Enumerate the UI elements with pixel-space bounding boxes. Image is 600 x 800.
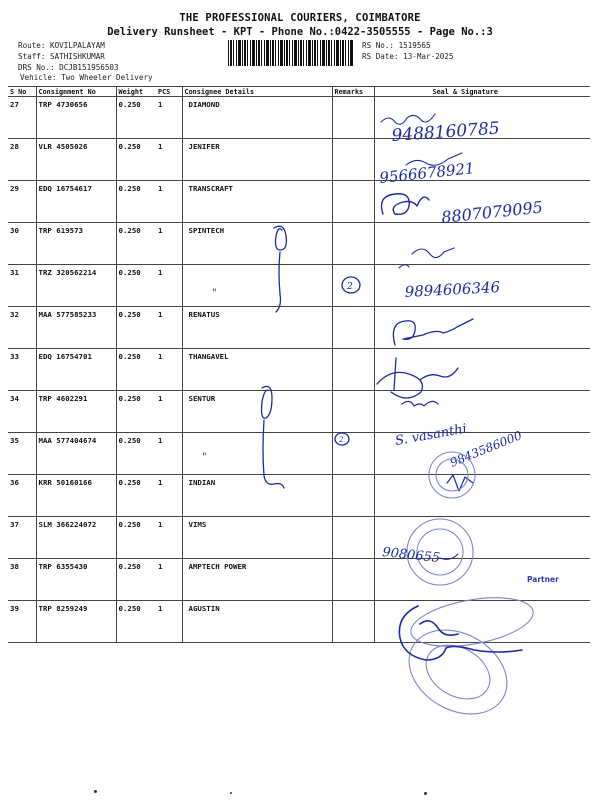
weight-value: 0.250 xyxy=(116,475,156,517)
remarks-cell xyxy=(332,223,374,265)
weight-value: 0.250 xyxy=(116,601,156,643)
weight-value: 0.250 xyxy=(116,181,156,223)
serial-number: 32 xyxy=(8,307,36,349)
serial-number: 38 xyxy=(8,559,36,601)
weight-value: 0.250 xyxy=(116,265,156,307)
runsheet-table xyxy=(8,86,590,643)
remarks-cell xyxy=(332,307,374,349)
seal-signature-cell xyxy=(374,139,590,181)
consignment-number: VLR 4505026 xyxy=(36,139,116,181)
col-signature: Seal & Signature xyxy=(374,87,590,97)
phone-handwritten-4: 9894606346 xyxy=(404,278,501,301)
staff-label: Staff: SATHISHKUMAR xyxy=(18,52,105,61)
consignee-name: VIMS xyxy=(182,517,332,559)
consignment-number: TRP 4730656 xyxy=(36,97,116,139)
consignee-name: DIAMOND xyxy=(182,97,332,139)
consignee-name: RENATUS xyxy=(182,307,332,349)
consignment-number: TRP 6355430 xyxy=(36,559,116,601)
remarks-cell xyxy=(332,349,374,391)
table-row xyxy=(8,433,590,475)
pcs-count: 1 xyxy=(156,391,182,433)
phone-handwritten-2: 9566678921 xyxy=(378,159,476,187)
table-row xyxy=(8,349,590,391)
consignee-name: JENIFER xyxy=(182,139,332,181)
serial-number: 28 xyxy=(8,139,36,181)
consignment-number: MAA 577404674 xyxy=(36,433,116,475)
table-header-row xyxy=(8,87,590,97)
col-consignment: Consignment No xyxy=(36,87,116,97)
consignment-number: KRR 50160166 xyxy=(36,475,116,517)
table-row xyxy=(8,265,590,307)
phone-handwritten-3: 8807079095 xyxy=(440,197,544,227)
ditto-mark-31: " xyxy=(212,288,217,299)
table-row xyxy=(8,559,590,601)
rs-number: RS No.: 1519565 xyxy=(362,41,431,50)
serial-number: 33 xyxy=(8,349,36,391)
consignment-number: EDQ 16754617 xyxy=(36,181,116,223)
seal-signature-cell xyxy=(374,307,590,349)
pcs-count: 1 xyxy=(156,433,182,475)
seal-signature-cell xyxy=(374,223,590,265)
consignment-number: TRP 8259249 xyxy=(36,601,116,643)
remarks-cell xyxy=(332,475,374,517)
consignment-number: TRP 619573 xyxy=(36,223,116,265)
weight-value: 0.250 xyxy=(116,223,156,265)
remarks-cell xyxy=(332,181,374,223)
table-row xyxy=(8,475,590,517)
consignee-name: TRANSCRAFT xyxy=(182,181,332,223)
pcs-count: 1 xyxy=(156,349,182,391)
phone-handwritten-5: 9843586000 xyxy=(447,428,524,470)
pcs-count: 1 xyxy=(156,223,182,265)
phone-handwritten-1: 9488160785 xyxy=(390,118,501,146)
consignment-number: EDQ 16754701 xyxy=(36,349,116,391)
consignment-number: TRZ 320562214 xyxy=(36,265,116,307)
route-label: Route: KOVILPALAYAM xyxy=(18,41,105,50)
table-row xyxy=(8,223,590,265)
pcs-count: 1 xyxy=(156,265,182,307)
drs-number: DRS No.: DCJB151956503 xyxy=(18,63,119,72)
rs-date: RS Date: 13-Mar-2025 xyxy=(362,52,454,61)
seal-signature-cell xyxy=(374,181,590,223)
barcode-image xyxy=(228,40,354,66)
consignee-name: INDIAN xyxy=(182,475,332,517)
remarks-cell xyxy=(332,601,374,643)
consignment-number: TRP 4602291 xyxy=(36,391,116,433)
seal-signature-cell xyxy=(374,97,590,139)
col-pcs: PCS xyxy=(156,87,182,97)
serial-number: 36 xyxy=(8,475,36,517)
serial-number: 31 xyxy=(8,265,36,307)
remarks-cell xyxy=(332,391,374,433)
consignee-name: SPINTECH xyxy=(182,223,332,265)
serial-number: 34 xyxy=(8,391,36,433)
seal-signature-cell xyxy=(374,433,590,475)
pcs-count: 1 xyxy=(156,139,182,181)
serial-number: 27 xyxy=(8,97,36,139)
pcs-count: 1 xyxy=(156,475,182,517)
pcs-count: 1 xyxy=(156,307,182,349)
table-row xyxy=(8,97,590,139)
col-sno: S No xyxy=(8,87,36,97)
serial-number: 30 xyxy=(8,223,36,265)
remarks-cell xyxy=(332,139,374,181)
runsheet-subtitle: Delivery Runsheet - KPT - Phone No.:0422-3505555 - Page No.:3 xyxy=(107,26,493,38)
col-consignee: Consignee Details xyxy=(182,87,332,97)
consignee-name xyxy=(182,265,332,307)
remarks-cell xyxy=(332,559,374,601)
col-weight: Weight xyxy=(116,87,156,97)
weight-value: 0.250 xyxy=(116,433,156,475)
table-row xyxy=(8,307,590,349)
seal-signature-cell xyxy=(374,601,590,643)
col-remarks: Remarks xyxy=(332,87,374,97)
ditto-mark-35: " xyxy=(202,452,207,463)
consignment-number: SLM 366224072 xyxy=(36,517,116,559)
table-row xyxy=(8,391,590,433)
weight-value: 0.250 xyxy=(116,559,156,601)
seal-signature-cell xyxy=(374,517,590,559)
signature-vasanthi: S. vasanthi xyxy=(394,421,468,449)
seal-signature-cell xyxy=(374,391,590,433)
weight-value: 0.250 xyxy=(116,349,156,391)
pcs-count: 1 xyxy=(156,97,182,139)
pcs-count: 1 xyxy=(156,181,182,223)
pcs-count: 1 xyxy=(156,517,182,559)
consignee-name xyxy=(182,433,332,475)
remarks-cell xyxy=(332,265,374,307)
serial-number: 29 xyxy=(8,181,36,223)
weight-value: 0.250 xyxy=(116,391,156,433)
remark-number-1: 2 xyxy=(347,282,353,292)
consignee-name: AGUSTIN xyxy=(182,601,332,643)
serial-number: 37 xyxy=(8,517,36,559)
seal-signature-cell xyxy=(374,265,590,307)
company-title: THE PROFESSIONAL COURIERS, COIMBATORE xyxy=(179,12,421,24)
partner-stamp-label: Partner xyxy=(527,575,559,584)
scan-speck xyxy=(230,792,232,794)
scan-speck xyxy=(94,790,97,793)
table-row xyxy=(8,601,590,643)
remarks-cell xyxy=(332,433,374,475)
seal-signature-cell xyxy=(374,349,590,391)
vehicle-label: Vehicle: Two Wheeler Delivery xyxy=(20,73,153,82)
remarks-cell xyxy=(332,97,374,139)
remarks-cell xyxy=(332,517,374,559)
pcs-count: 1 xyxy=(156,601,182,643)
seal-signature-cell xyxy=(374,475,590,517)
weight-value: 0.250 xyxy=(116,517,156,559)
table-row xyxy=(8,181,590,223)
consignment-number: MAA 577585233 xyxy=(36,307,116,349)
phone-handwritten-6: 9080655 xyxy=(381,545,441,567)
weight-value: 0.250 xyxy=(116,307,156,349)
weight-value: 0.250 xyxy=(116,139,156,181)
consignee-name: THANGAVEL xyxy=(182,349,332,391)
remark-number-2: 2 xyxy=(339,436,344,444)
weight-value: 0.250 xyxy=(116,97,156,139)
scan-speck xyxy=(424,792,427,795)
serial-number: 39 xyxy=(8,601,36,643)
table-row xyxy=(8,517,590,559)
pcs-count: 1 xyxy=(156,559,182,601)
serial-number: 35 xyxy=(8,433,36,475)
consignee-name: SENTUR xyxy=(182,391,332,433)
consignee-name: AMPTECH POWER xyxy=(182,559,332,601)
table-row xyxy=(8,139,590,181)
